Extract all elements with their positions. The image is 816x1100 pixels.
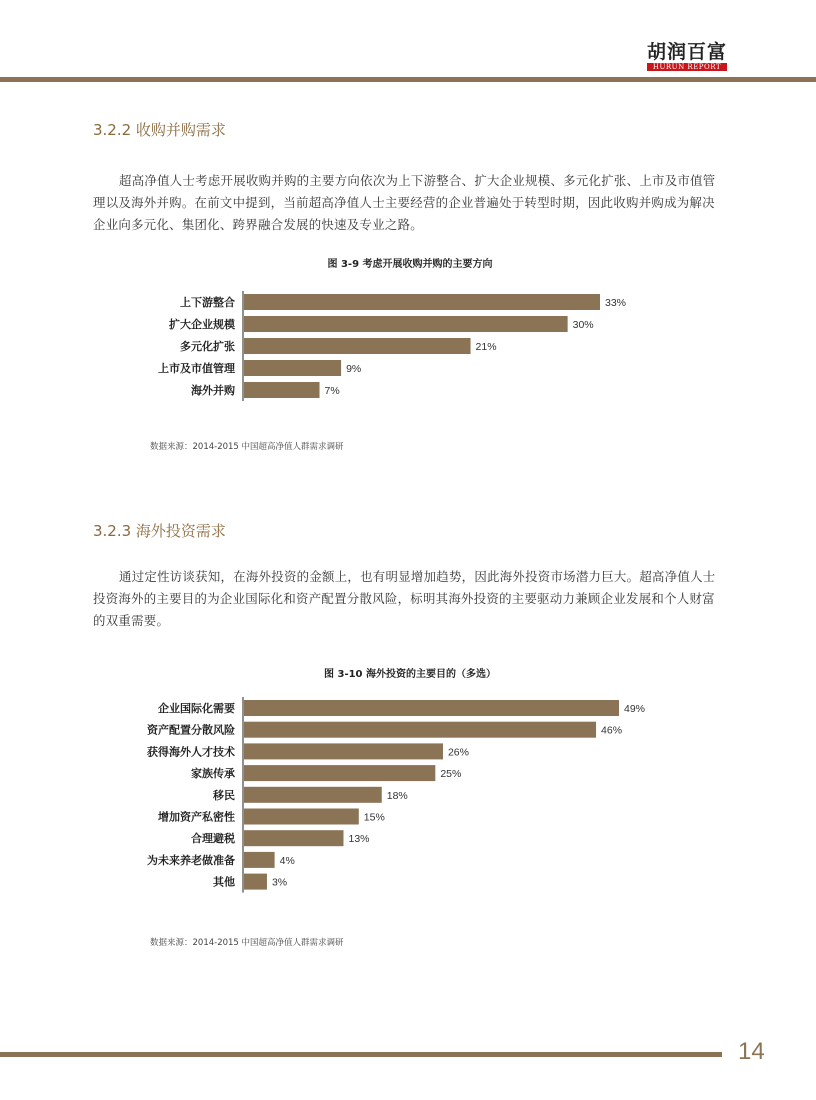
category-label-1-3: 家族传承: [191, 767, 235, 781]
category-label-0-2: 多元化扩张: [180, 340, 235, 353]
category-label-1-0: 企业国际化需要: [158, 702, 235, 715]
page-number: 14: [738, 1038, 765, 1065]
bar-0-4: [244, 382, 320, 398]
chart-3-9: [0, 285, 816, 415]
category-label-0-1: 扩大企业规模: [169, 318, 235, 331]
category-label-0-3: 上市及市值管理: [158, 362, 235, 375]
hurun-logo: [647, 42, 727, 72]
value-label-0-2: 21%: [475, 341, 497, 353]
bar-1-3: [244, 765, 435, 781]
value-label-1-8: 3%: [271, 876, 288, 889]
section-heading-ma: 3.2.2 收购并购需求: [93, 121, 226, 139]
figure-caption-3-9: 图 3-9 考虑开展收购并购的主要方向: [327, 259, 493, 270]
category-label-1-2: 获得海外人才技术: [147, 745, 235, 759]
value-label-1-7: 4%: [279, 854, 295, 867]
category-label-1-6: 合理避税: [191, 832, 235, 846]
value-label-1-1: 46%: [601, 724, 623, 737]
chart-3-10-svg: [0, 690, 816, 905]
value-label-1-2: 26%: [447, 746, 469, 759]
value-label-1-6: 13%: [348, 833, 370, 846]
value-label-0-4: 7%: [324, 385, 340, 397]
category-label-1-7: 为未来养老做准备: [147, 853, 235, 867]
logo-english-text: HURUN REPORT: [647, 63, 727, 71]
footer-divider: [0, 1052, 722, 1057]
bar-1-2: [244, 743, 443, 759]
bar-1-7: [244, 852, 275, 868]
bar-1-8: [244, 874, 267, 890]
chart-3-10: [0, 690, 816, 905]
category-label-1-8: 其他: [213, 875, 235, 889]
bar-1-0: [244, 700, 619, 716]
figure-caption-3-10: 图 3-10 海外投资的主要目的（多选）: [324, 669, 496, 680]
bar-0-3: [244, 360, 341, 376]
category-label-1-4: 移民: [213, 788, 235, 802]
category-label-0-4: 海外并购: [191, 384, 235, 397]
value-label-1-3: 25%: [440, 768, 462, 781]
bar-1-4: [244, 787, 382, 803]
category-label-1-1: 资产配置分散风险: [147, 723, 235, 737]
value-label-0-0: 33%: [605, 297, 627, 309]
category-label-0-0: 上下游整合: [180, 296, 235, 309]
value-label-1-0: 49%: [624, 703, 646, 715]
value-label-0-1: 30%: [572, 319, 594, 331]
bar-0-2: [244, 338, 471, 354]
section-paragraph-overseas: 通过定性访谈获知，在海外投资的金额上，也有明显增加趋势，因此海外投资市场潜力巨大。超高净值人士投资海外的主要目的为企业国际化和资产配置分散风险，标明其海外投资的主要驱动力兼顾企业发展和个人财富的双重需要。: [93, 569, 716, 628]
value-label-1-5: 15%: [363, 811, 385, 824]
category-label-1-5: 增加资产私密性: [158, 810, 235, 824]
bar-1-6: [244, 830, 343, 846]
value-label-1-4: 18%: [386, 789, 408, 802]
data-source-3-9: 数据来源：2014-2015 中国超高净值人群需求调研: [150, 442, 344, 452]
bar-0-1: [244, 316, 568, 332]
bar-1-1: [244, 722, 596, 738]
data-source-3-10: 数据来源：2014-2015 中国超高净值人群需求调研: [150, 938, 344, 948]
section-paragraph-ma: 超高净值人士考虑开展收购并购的主要方向依次为上下游整合、扩大企业规模、多元化扩张、上市及市值管理以及海外并购。在前文中提到，当前超高净值人士主要经营的企业普遍处于转型时期，因此收购并购成为解决企业向多元化、集团化、跨界融合发展的快速及专业之路。: [93, 173, 716, 232]
bar-0-0: [244, 294, 600, 310]
header-divider: [0, 77, 816, 82]
bar-1-5: [244, 809, 359, 825]
chart-3-9-svg: [0, 285, 816, 415]
value-label-0-3: 9%: [346, 363, 362, 375]
section-heading-overseas: 3.2.3 海外投资需求: [93, 522, 226, 540]
logo-chinese-text: 胡润百富: [647, 41, 728, 63]
